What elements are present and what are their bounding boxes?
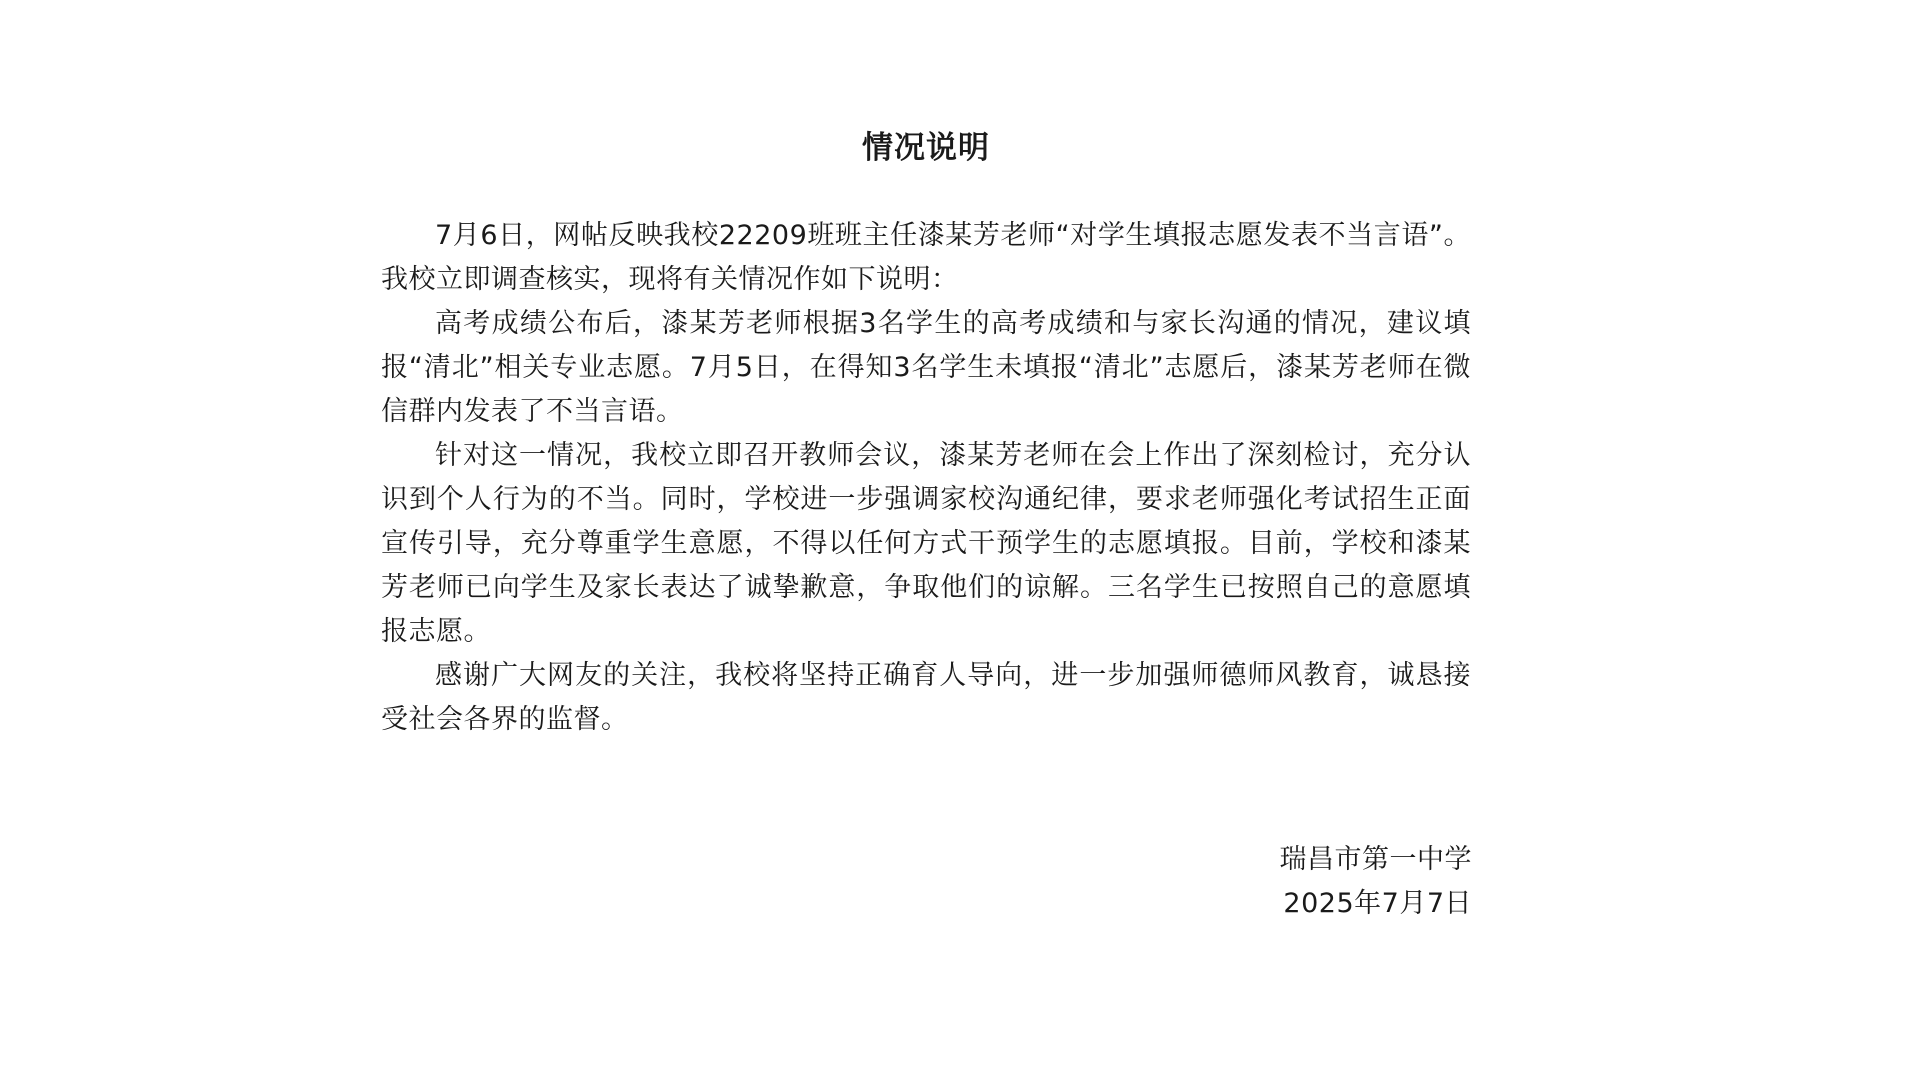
document-title: 情况说明: [862, 130, 990, 166]
paragraph-1: 7月6日，网帖反映我校22209班班主任漆某芳老师“对学生填报志愿发表不当言语”。我校立即调查核实，现将有关情况作如下说明：: [381, 220, 1471, 295]
paragraph-2: 高考成绩公布后，漆某芳老师根据3名学生的高考成绩和与家长沟通的情况，建议填报“清北”相关专业志愿。7月5日，在得知3名学生未填报“清北”志愿后，漆某芳老师在微信群内发表了不当言语。: [381, 308, 1471, 427]
signature-organization: 瑞昌市第一中学: [1279, 844, 1472, 875]
signature-block: [1280, 838, 1473, 926]
signature-date: 2025年7月7日: [1283, 888, 1472, 919]
paragraph-4: 感谢广大网友的关注，我校将坚持正确育人导向，进一步加强师德师风教育，诚恳接受社会各界的监督。: [381, 660, 1471, 735]
paragraph-3: 针对这一情况，我校立即召开教师会议，漆某芳老师在会上作出了深刻检讨，充分认识到个人行为的不当。同时，学校进一步强调家校沟通纪律，要求老师强化考试招生正面宣传引导，充分尊重学生意愿，不得以任何方式干预学生的志愿填报。目前，学校和漆某芳老师已向学生及家长表达了诚挚歉意，争取他们的谅解。三名学生已按照自己的意愿填报志愿。: [381, 440, 1471, 647]
document-body: [381, 128, 1471, 742]
